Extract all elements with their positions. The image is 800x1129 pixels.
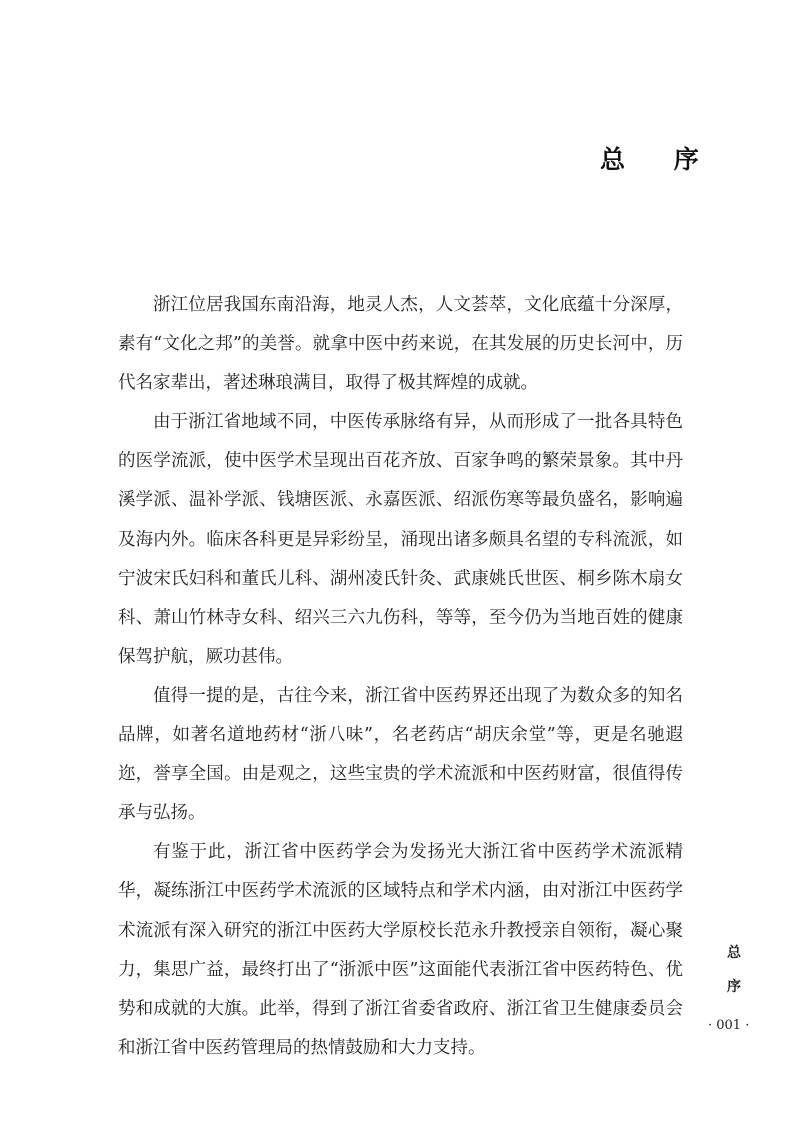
paragraph: 值得一提的是，古往今来，浙江省中医药界还出现了为数众多的知名品牌，如著名道地药材“浙八味”，名老药店“胡庆余堂”等，更是名驰遐迩，誉享全国。由是观之，这些宝贵的学术流派和中医药财富，很值得传承与弘扬。 [118,685,683,824]
side-label-char: 序 [727,979,741,995]
side-label-char: 总 [727,945,741,961]
paragraph: 有鉴于此，浙江省中医药学会为发扬光大浙江省中医药学术流派精华，凝练浙江中医药学术流派的区域特点和学术内涵，由对浙江中医药学术流派有深入研究的浙江中医药大学原校长范永升教授亲自领衔，凝心聚力，集思广益，最终打出了“浙派中医”这面能代表浙江省中医药特色、优势和成就的大旗。此举，得到了浙江省委省政府、浙江省卫生健康委员会和浙江省中医药管理局的热情鼓励和大力支持。 [118,842,683,1058]
paragraph: 浙江位居我国东南沿海，地灵人杰，人文荟萃，文化底蕴十分深厚，素有“文化之邦”的美誉。就拿中医中药来说，在其发展的历史长河中，历代名家辈出，著述琳琅满目，取得了极其辉煌的成就。 [118,295,683,394]
page-title: 总 序 [600,145,719,174]
page-number: · 001 · [708,1018,750,1033]
body-text [118,286,683,1068]
paragraph: 由于浙江省地域不同，中医传承脉络有异，从而形成了一批各具特色的医学流派，使中医学术呈现出百花齐放、百家争鸣的繁荣景象。其中丹溪学派、温补学派、钱塘医派、永嘉医派、绍派伤寒等最负盛名，影响遍及海内外。临床各科更是异彩纷呈，涌现出诸多颇具名望的专科流派，如宁波宋氏妇科和董氏儿科、湖州凌氏针灸、武康姚氏世医、桐乡陈木扇女科、萧山竹林寺女科、绍兴三六九伤科，等等，至今仍为当地百姓的健康保驾护航，厥功甚伟。 [118,412,683,667]
running-section-label [723,936,745,1004]
